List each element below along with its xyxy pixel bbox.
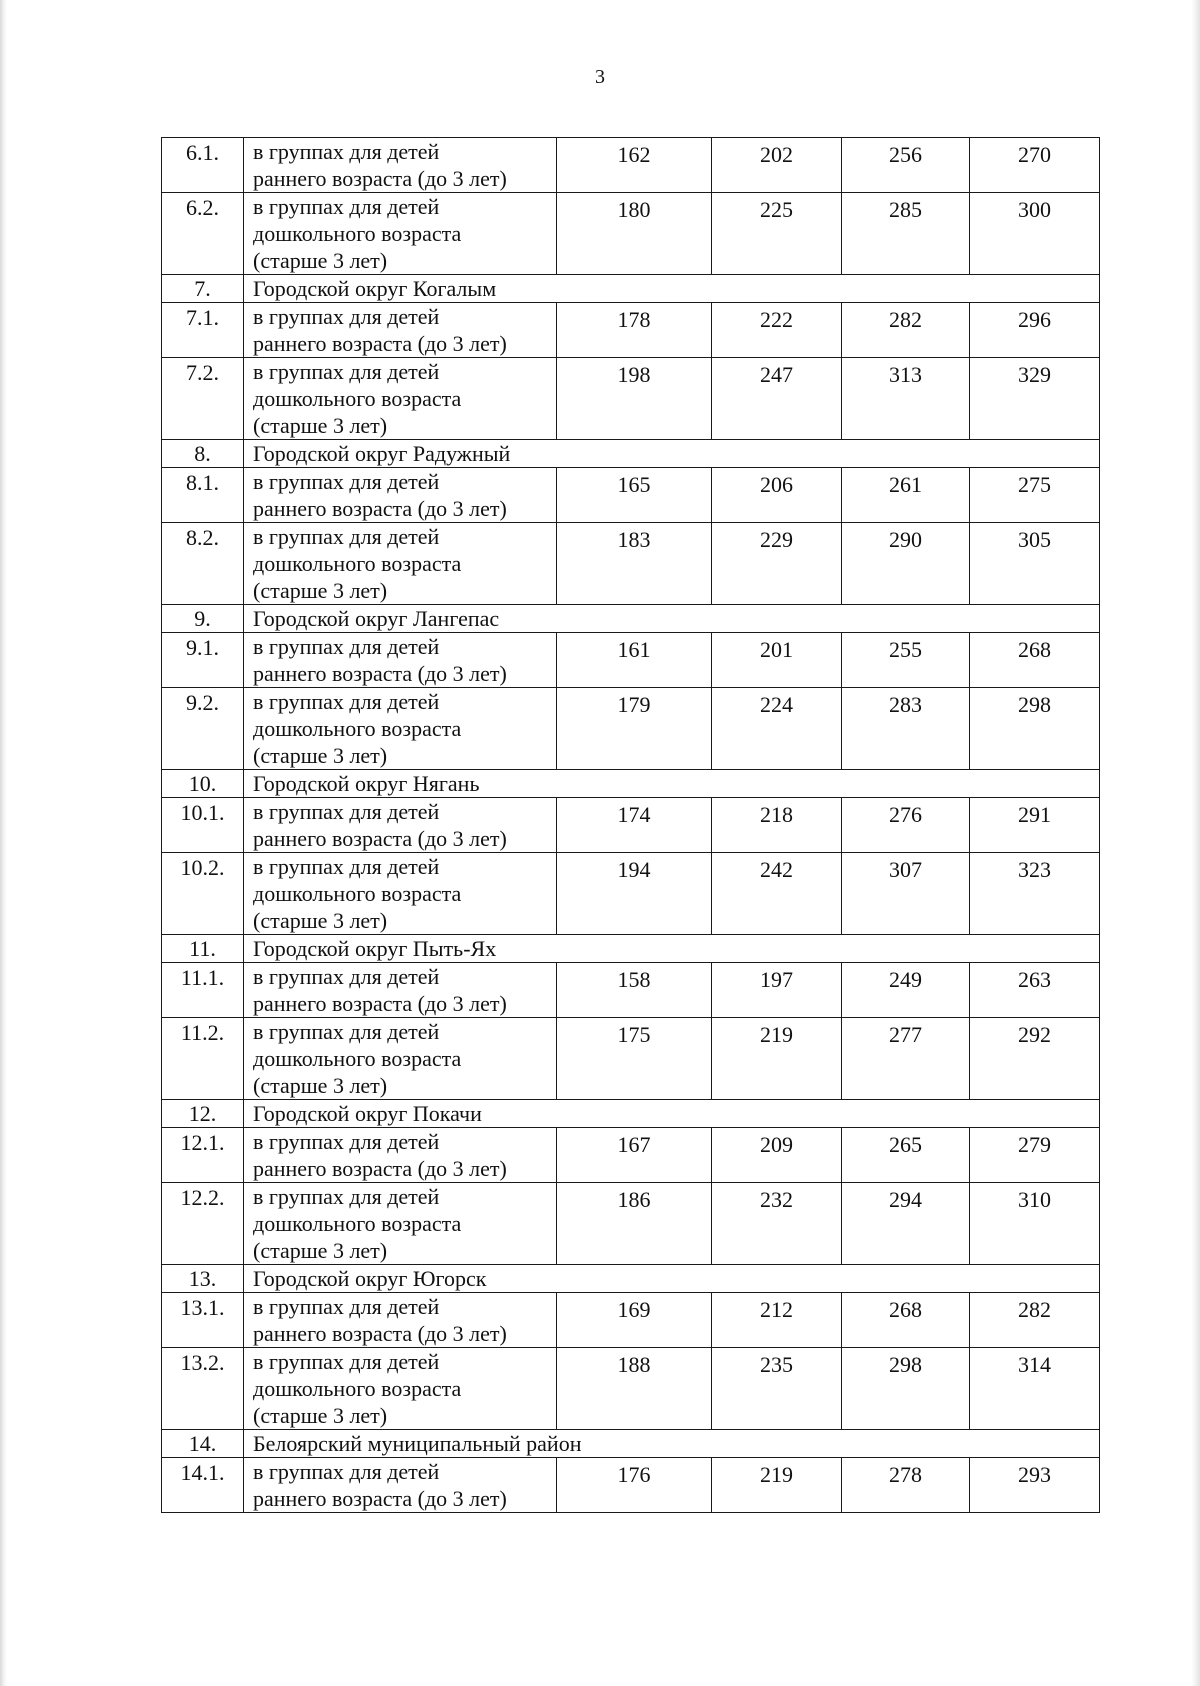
table-row — [162, 303, 1100, 358]
value-cell: 219 — [712, 1458, 842, 1513]
value-cell: 158 — [557, 963, 712, 1018]
description-line: дошкольного возраста — [253, 1046, 462, 1071]
value-cell: 313 — [842, 358, 970, 440]
description-line: (старше 3 лет) — [253, 248, 388, 273]
row-description — [244, 1293, 557, 1348]
value-cell: 198 — [557, 358, 712, 440]
value-cell: 194 — [557, 853, 712, 935]
row-number: 10. — [162, 770, 244, 798]
section-title: Городской округ Лангепас — [244, 605, 1100, 633]
value-cell: 183 — [557, 523, 712, 605]
description-line: в группах для детей — [253, 139, 440, 164]
description-line: в группах для детей — [253, 964, 440, 989]
description-line: раннего возраста (до 3 лет) — [253, 991, 507, 1016]
value-cell: 255 — [842, 633, 970, 688]
value-cell: 219 — [712, 1018, 842, 1100]
value-cell: 307 — [842, 853, 970, 935]
section-row — [162, 275, 1100, 303]
row-description — [244, 358, 557, 440]
description-line: раннего возраста (до 3 лет) — [253, 661, 507, 686]
value-cell: 176 — [557, 1458, 712, 1513]
row-description — [244, 468, 557, 523]
row-description — [244, 1128, 557, 1183]
row-number: 10.2. — [162, 853, 244, 935]
value-cell: 323 — [970, 853, 1100, 935]
description-line: дошкольного возраста — [253, 386, 462, 411]
section-title: Городской округ Когалым — [244, 275, 1100, 303]
value-cell: 222 — [712, 303, 842, 358]
row-number: 8.1. — [162, 468, 244, 523]
table-row — [162, 193, 1100, 275]
row-description — [244, 963, 557, 1018]
row-number: 13.2. — [162, 1348, 244, 1430]
description-line: в группах для детей — [253, 1459, 440, 1484]
section-title: Городской округ Пыть-Ях — [244, 935, 1100, 963]
row-number: 13. — [162, 1265, 244, 1293]
value-cell: 229 — [712, 523, 842, 605]
description-line: в группах для детей — [253, 689, 440, 714]
row-description — [244, 853, 557, 935]
value-cell: 278 — [842, 1458, 970, 1513]
value-cell: 275 — [970, 468, 1100, 523]
table-row — [162, 468, 1100, 523]
value-cell: 270 — [970, 138, 1100, 193]
row-description — [244, 193, 557, 275]
description-line: в группах для детей — [253, 799, 440, 824]
value-cell: 292 — [970, 1018, 1100, 1100]
row-number: 8. — [162, 440, 244, 468]
table-row — [162, 523, 1100, 605]
row-description — [244, 1018, 557, 1100]
value-cell: 197 — [712, 963, 842, 1018]
value-cell: 296 — [970, 303, 1100, 358]
value-cell: 232 — [712, 1183, 842, 1265]
value-cell: 265 — [842, 1128, 970, 1183]
section-row — [162, 1100, 1100, 1128]
value-cell: 282 — [842, 303, 970, 358]
value-cell: 169 — [557, 1293, 712, 1348]
value-cell: 179 — [557, 688, 712, 770]
value-cell: 167 — [557, 1128, 712, 1183]
table-row — [162, 1018, 1100, 1100]
row-number: 11.2. — [162, 1018, 244, 1100]
row-number: 10.1. — [162, 798, 244, 853]
row-description — [244, 303, 557, 358]
description-line: раннего возраста (до 3 лет) — [253, 166, 507, 191]
value-cell: 180 — [557, 193, 712, 275]
table-row — [162, 688, 1100, 770]
value-cell: 290 — [842, 523, 970, 605]
value-cell: 276 — [842, 798, 970, 853]
description-line: раннего возраста (до 3 лет) — [253, 826, 507, 851]
row-number: 11. — [162, 935, 244, 963]
description-line: в группах для детей — [253, 1129, 440, 1154]
description-line: дошкольного возраста — [253, 551, 462, 576]
description-line: (старше 3 лет) — [253, 413, 388, 438]
section-title: Городской округ Нягань — [244, 770, 1100, 798]
value-cell: 178 — [557, 303, 712, 358]
value-cell: 277 — [842, 1018, 970, 1100]
tariff-table — [161, 137, 1100, 1513]
value-cell: 291 — [970, 798, 1100, 853]
row-number: 11.1. — [162, 963, 244, 1018]
value-cell: 314 — [970, 1348, 1100, 1430]
section-title: Городской округ Покачи — [244, 1100, 1100, 1128]
value-cell: 188 — [557, 1348, 712, 1430]
table-row — [162, 1458, 1100, 1513]
description-line: в группах для детей — [253, 359, 440, 384]
description-line: в группах для детей — [253, 1294, 440, 1319]
value-cell: 218 — [712, 798, 842, 853]
description-line: раннего возраста (до 3 лет) — [253, 1321, 507, 1346]
row-number: 9. — [162, 605, 244, 633]
table-row — [162, 798, 1100, 853]
description-line: дошкольного возраста — [253, 881, 462, 906]
row-description — [244, 798, 557, 853]
row-number: 7.1. — [162, 303, 244, 358]
section-row — [162, 605, 1100, 633]
scan-edge-right — [1191, 0, 1200, 1686]
value-cell: 329 — [970, 358, 1100, 440]
description-line: дошкольного возраста — [253, 1376, 462, 1401]
table-row — [162, 633, 1100, 688]
value-cell: 282 — [970, 1293, 1100, 1348]
row-description — [244, 633, 557, 688]
value-cell: 242 — [712, 853, 842, 935]
value-cell: 261 — [842, 468, 970, 523]
row-number: 14. — [162, 1430, 244, 1458]
value-cell: 305 — [970, 523, 1100, 605]
row-number: 12.2. — [162, 1183, 244, 1265]
value-cell: 298 — [842, 1348, 970, 1430]
table-row — [162, 1183, 1100, 1265]
value-cell: 263 — [970, 963, 1100, 1018]
row-number: 9.1. — [162, 633, 244, 688]
value-cell: 235 — [712, 1348, 842, 1430]
row-description — [244, 1348, 557, 1430]
section-title: Городской округ Югорск — [244, 1265, 1100, 1293]
value-cell: 186 — [557, 1183, 712, 1265]
row-number: 7.2. — [162, 358, 244, 440]
row-number: 6.2. — [162, 193, 244, 275]
table-row — [162, 358, 1100, 440]
row-description — [244, 523, 557, 605]
value-cell: 268 — [842, 1293, 970, 1348]
description-line: раннего возраста (до 3 лет) — [253, 496, 507, 521]
value-cell: 285 — [842, 193, 970, 275]
description-line: дошкольного возраста — [253, 716, 462, 741]
value-cell: 201 — [712, 633, 842, 688]
description-line: в группах для детей — [253, 1349, 440, 1374]
description-line: в группах для детей — [253, 634, 440, 659]
value-cell: 212 — [712, 1293, 842, 1348]
value-cell: 298 — [970, 688, 1100, 770]
value-cell: 162 — [557, 138, 712, 193]
row-number: 13.1. — [162, 1293, 244, 1348]
row-description — [244, 1458, 557, 1513]
description-line: (старше 3 лет) — [253, 908, 388, 933]
scan-edge-left — [0, 0, 7, 1686]
section-title: Городской округ Радужный — [244, 440, 1100, 468]
value-cell: 165 — [557, 468, 712, 523]
row-number: 9.2. — [162, 688, 244, 770]
description-line: (старше 3 лет) — [253, 1238, 388, 1263]
value-cell: 247 — [712, 358, 842, 440]
section-row — [162, 935, 1100, 963]
value-cell: 310 — [970, 1183, 1100, 1265]
description-line: дошкольного возраста — [253, 221, 462, 246]
description-line: (старше 3 лет) — [253, 1403, 388, 1428]
value-cell: 224 — [712, 688, 842, 770]
row-description — [244, 1183, 557, 1265]
description-line: (старше 3 лет) — [253, 1073, 388, 1098]
value-cell: 300 — [970, 193, 1100, 275]
row-number: 6.1. — [162, 138, 244, 193]
section-row — [162, 440, 1100, 468]
value-cell: 268 — [970, 633, 1100, 688]
value-cell: 279 — [970, 1128, 1100, 1183]
value-cell: 256 — [842, 138, 970, 193]
value-cell: 249 — [842, 963, 970, 1018]
row-number: 12. — [162, 1100, 244, 1128]
description-line: в группах для детей — [253, 194, 440, 219]
page-number: 3 — [595, 66, 605, 88]
section-row — [162, 770, 1100, 798]
description-line: в группах для детей — [253, 1184, 440, 1209]
description-line: в группах для детей — [253, 304, 440, 329]
row-number: 7. — [162, 275, 244, 303]
row-description — [244, 688, 557, 770]
table-row — [162, 853, 1100, 935]
description-line: в группах для детей — [253, 469, 440, 494]
row-number: 14.1. — [162, 1458, 244, 1513]
value-cell: 202 — [712, 138, 842, 193]
row-number: 12.1. — [162, 1128, 244, 1183]
value-cell: 174 — [557, 798, 712, 853]
table-row — [162, 1348, 1100, 1430]
description-line: в группах для детей — [253, 1019, 440, 1044]
value-cell: 175 — [557, 1018, 712, 1100]
section-row — [162, 1265, 1100, 1293]
description-line: раннего возраста (до 3 лет) — [253, 1156, 507, 1181]
table-row — [162, 138, 1100, 193]
table-row — [162, 1293, 1100, 1348]
description-line: раннего возраста (до 3 лет) — [253, 1486, 507, 1511]
description-line: раннего возраста (до 3 лет) — [253, 331, 507, 356]
row-description — [244, 138, 557, 193]
row-number: 8.2. — [162, 523, 244, 605]
table-row — [162, 963, 1100, 1018]
description-line: дошкольного возраста — [253, 1211, 462, 1236]
description-line: в группах для детей — [253, 524, 440, 549]
value-cell: 225 — [712, 193, 842, 275]
value-cell: 209 — [712, 1128, 842, 1183]
value-cell: 283 — [842, 688, 970, 770]
table-row — [162, 1128, 1100, 1183]
value-cell: 293 — [970, 1458, 1100, 1513]
value-cell: 206 — [712, 468, 842, 523]
value-cell: 294 — [842, 1183, 970, 1265]
value-cell: 161 — [557, 633, 712, 688]
section-title: Белоярский муниципальный район — [244, 1430, 1100, 1458]
description-line: (старше 3 лет) — [253, 743, 388, 768]
table-body — [162, 138, 1100, 1513]
section-row — [162, 1430, 1100, 1458]
description-line: в группах для детей — [253, 854, 440, 879]
description-line: (старше 3 лет) — [253, 578, 388, 603]
